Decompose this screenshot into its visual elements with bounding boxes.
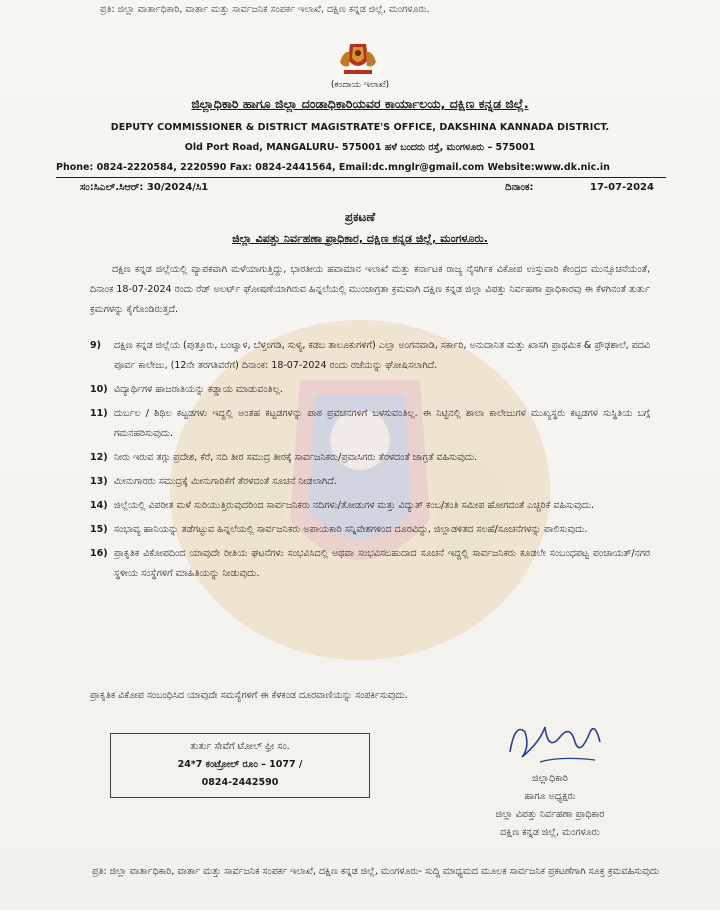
list-item [90,380,650,400]
date-value: 17-07-2024 [590,182,654,193]
copy-to-top: ಪ್ರತಿ: ಜಿಲ್ಲಾ ವಾರ್ತಾಧಿಕಾರಿ, ವಾರ್ತಾ ಮತ್ತು ಸಾರ್ವಜನಿಕ ಸಂಪರ್ಕ ಇಲಾಖೆ, ದಕ್ಷಿಣ ಕನ್ನಡ ಜಿಲ್ಲೆ, ಮಂಗಳೂರು. [100,4,430,15]
karnataka-emblem-icon [336,38,380,78]
signatory-authority: ಜಿಲ್ಲಾ ವಿಪತ್ತು ನಿರ್ವಹಣಾ ಪ್ರಾಧಿಕಾರ [495,809,605,820]
office-title-kannada: ಜಿಲ್ಲಾಧಿಕಾರಿ ಹಾಗೂ ಜಿಲ್ಲಾ ದಂಡಾಧಿಕಾರಿಯವರ ಕಾರ್ಯಾಲಯ, ದಕ್ಷಿಣ ಕನ್ನಡ ಜಿಲ್ಲೆ. [191,96,529,111]
item-number: 9) [90,340,101,351]
helpline-number: 0824-2442590 [201,777,279,788]
list-item [90,520,650,540]
copy-to-bottom: ಪ್ರತಿ: ಜಿಲ್ಲಾ ವಾರ್ತಾಧಿಕಾರಿ, ವಾರ್ತಾ ಮತ್ತು ಸಾರ್ವಜನಿಕ ಸಂಪರ್ಕ ಇಲಾಖೆ, ದಕ್ಷಿಣ ಕನ್ನಡ ಜಿಲ್ಲೆ, ಮಂಗಳೂರು- ಸುದ್ದಿ ಮಾಧ್ಯಮದ ಮೂಲಕ ಸಾರ್ವಜನಿಕ ಪ್ರಕಟಣೆಗಾಗಿ ಸೂಕ್ತ ಕ್ರಮವಹಿಸುವುದು [92,866,660,877]
contact-line: Phone: 0824-2220584, 2220590 Fax: 0824-2441564, Email:dc.mnglr@gmail.com Website:www.dk.nic.in [56,162,610,173]
list-item [90,448,650,468]
item-number: 10) [90,384,108,395]
date-label: ದಿನಾಂಕ: [505,182,534,193]
item-text: ಪ್ರಾಕೃತಿಕ ವಿಕೋಪದಿಂದ ಯಾವುದೇ ರೀತಿಯ ಘಟನೆಗಳು ಸಂಭವಿಸಿದಲ್ಲಿ ಅಥವಾ ಸಂಭವಿಸಬಹುದಾದ ಸೂಚನೆ ಇದ್ದಲ್ಲಿ ಸಾರ್ವಜನಿಕರು ಕೂಡಲೇ ಸಂಬಂಧಪಟ್ಟ ಪಂಚಾಯತ್/ನಗರ ಸ್ಥಳೀಯ ಸಂಸ್ಥೆಗಳಿಗೆ ಮಾಹಿತಿಯನ್ನು ನೀಡುವುದು. [114,548,650,579]
header-divider [56,177,666,178]
authority-name: ಜಿಲ್ಲಾ ವಿಪತ್ತು ನಿರ್ವಹಣಾ ಪ್ರಾಧಿಕಾರ, ದಕ್ಷಿಣ ಕನ್ನಡ ಜಿಲ್ಲೆ, ಮಂಗಳೂರು. [232,232,488,245]
signatory-block [440,770,660,842]
helpline-box [110,733,370,798]
office-title-english: DEPUTY COMMISSIONER & DISTRICT MAGISTRATE'S OFFICE, DAKSHINA KANNADA DISTRICT. [110,122,610,133]
item-text: ಸಂಭಾವ್ಯ ಹಾನಿಯನ್ನು ತಡೆಗಟ್ಟುವ ಹಿನ್ನಲೆಯಲ್ಲಿ ಸಾರ್ವಜನಿಕರು ಅಪಾಯಕಾರಿ ಸನ್ನಿವೇಶಗಳಿಂದ ದೂರವಿದ್ದು, ಜಿಲ್ಲಾಡಳಿತದ ಸಲಹೆ/ಸೂಚನೆಗಳನ್ನು ಪಾಲಿಸುವುದು. [114,524,588,535]
list-item [90,336,650,376]
reference-number: ಸಂ:ಸಿಎಲ್.ಸಿಆರ್: 30/2024/ಸಿ1 [80,182,209,193]
item-text: ದಕ್ಷಿಣ ಕನ್ನಡ ಜಿಲ್ಲೆಯ (ಪುತ್ತೂರು, ಬಂಟ್ವಾಳ, ಬೆಳ್ತಂಗಡಿ, ಸುಳ್ಯ, ಕಡಬ ತಾಲೂಕುಗಳಿಗೆ) ಎಲ್ಲಾ ಅಂಗನವಾಡಿ, ಸರ್ಕಾರಿ, ಅನುದಾನಿತ ಮತ್ತು ಖಾಸಗಿ ಪ್ರಾಥಮಿಕ & ಪ್ರೌಢಶಾಲೆ, ಪದವಿ ಪೂರ್ವ ಕಾಲೇಜು, (12ನೇ ತರಗತಿವರೆಗೆ) ದಿನಾಂಕ: 18-07-2024 ರಂದು ರಜೆಯನ್ನು ಘೋಷಿಸಲಾಗಿದೆ. [114,340,650,371]
intro-paragraph: ದಕ್ಷಿಣ ಕನ್ನಡ ಜಿಲ್ಲೆಯಲ್ಲಿ ವ್ಯಾಪಕವಾಗಿ ಮಳೆಯಾಗುತ್ತಿದ್ದು, ಭಾರತೀಯ ಹವಾಮಾನ ಇಲಾಖೆ ಮತ್ತು ಕರ್ನಾಟಕ ರಾಜ್ಯ ನೈಸರ್ಗಿಕ ವಿಕೋಪ ಉಸ್ತುವಾರಿ ಕೇಂದ್ರದ ಮುನ್ಸೂಚನೆಯಂತೆ, ದಿನಾಂಕ 18-07-2024 ರಂದು ರೆಡ್ ಅಲರ್ಟ್ ಘೋಷಣೆಯಾಗಿರುವ ಹಿನ್ನಲೆಯಲ್ಲಿ ಮುಂಜಾಗ್ರತಾ ಕ್ರಮವಾಗಿ ದಕ್ಷಿಣ ಕನ್ನಡ ಜಿಲ್ಲಾ ವಿಪತ್ತು ನಿರ್ವಹಣಾ ಪ್ರಾಧಿಕಾರವು ಈ ಕೆಳಗಿನಂತೆ ತುರ್ತು ಕ್ರಮಗಳನ್ನು ಕೈಗೊಂಡಿರುತ್ತದೆ. [90,264,650,315]
signatory-location: ದಕ್ಷಿಣ ಕನ್ನಡ ಜಿಲ್ಲೆ, ಮಂಗಳೂರು [500,827,600,838]
helpline-control-room: 24*7 ಕಂಟ್ರೋಲ್ ರೂಂ – 1077 / [177,759,303,770]
item-number: 13) [90,476,108,487]
list-item [90,496,650,516]
department-name: (ಕಂದಾಯ ಇಲಾಖೆ) [330,80,390,90]
item-number: 16) [90,548,108,559]
list-item [90,544,650,584]
office-address: Old Port Road, MANGALURU- 575001 ಹಳೆ ಬಂದರು ರಸ್ತೆ, ಮಂಗಳೂರು – 575001 [184,142,536,153]
item-text: ವಿದ್ಯಾರ್ಥಿಗಳ ಹಾಜರಾತಿಯನ್ನು ಕಡ್ಡಾಯ ಮಾಡುವಂತಿಲ್ಲ. [114,384,283,395]
item-text: ಮೀನುಗಾರರು ಸಮುದ್ರಕ್ಕೆ ಮೀನುಗಾರಿಕೆಗೆ ತೆರಳದಂತೆ ಸೂಚನೆ ನೀಡಲಾಗಿದೆ. [114,476,337,487]
list-item [90,472,650,492]
signatory-role: ಹಾಗೂ ಅಧ್ಯಕ್ಷರು [524,791,576,802]
list-item [90,404,650,444]
notice-title: ಪ್ರಕಟಣೆ [344,210,376,224]
item-number: 15) [90,524,108,535]
item-text: ಜಿಲ್ಲೆಯಲ್ಲಿ ವಿಪರೀತ ಮಳೆ ಸುರಿಯುತ್ತಿರುವುದರಿಂದ ಸಾರ್ವಜನಿಕರು ನದಿಗಳು/ತೋಡುಗಳ ಮತ್ತು ವಿದ್ಯುತ್ ಕಂಬ/ತಂತಿ ಸಮೀಪ ಹೋಗದಂತೆ ಎಚ್ಚರಿಕೆ ವಹಿಸುವುದು. [114,500,594,511]
closing-line: ಪ್ರಾಕೃತಿಕ ವಿಕೋಪ ಸಂಬಂಧಿಸಿದ ಯಾವುದೇ ಸಮಸ್ಯೆಗಳಿಗೆ ಈ ಕೆಳಕಂಡ ದೂರವಾಣಿಯನ್ನು ಸಂಪರ್ಕಿಸುವುದು. [90,690,408,701]
item-number: 14) [90,500,108,511]
item-number: 12) [90,452,108,463]
item-number: 11) [90,408,108,419]
signatory-designation: ಜಿಲ್ಲಾಧಿಕಾರಿ [532,773,568,784]
measures-list [90,336,650,584]
helpline-title: ತುರ್ತು ಸೇವೆಗೆ ಟೋಲ್ ಫ್ರೀ ಸಂ. [190,741,290,752]
item-text: ನೀರು ಇರುವ ತಗ್ಗು ಪ್ರದೇಶ, ಕೆರೆ, ನದಿ ತೀರ ಸಮುದ್ರ ತೀರಕ್ಕೆ ಸಾರ್ವಜನಿಕರು/ಪ್ರವಾಸಿಗರು ತೆರಳದಂತೆ ಜಾಗ್ರತೆ ವಹಿಸುವುದು. [114,452,478,463]
item-text: ದುರ್ಬಲ / ಶಿಥಿಲ ಕಟ್ಟಡಗಳು ಇದ್ದಲ್ಲಿ ಅಂತಹ ಕಟ್ಟಡಗಳನ್ನು ಪಾಠ ಪ್ರವಚನಗಳಿಗೆ ಬಳಸುವಂತಿಲ್ಲ. ಈ ನಿಟ್ಟಿನಲ್ಲಿ ಶಾಲಾ ಕಾಲೇಜುಗಳ ಮುಖ್ಯಸ್ಥರು ಕಟ್ಟಡಗಳ ಸುಸ್ಥಿತಿಯ ಬಗ್ಗೆ ಗಮನಹರಿಸುವುದು. [114,408,650,439]
handwritten-signature [500,712,610,772]
